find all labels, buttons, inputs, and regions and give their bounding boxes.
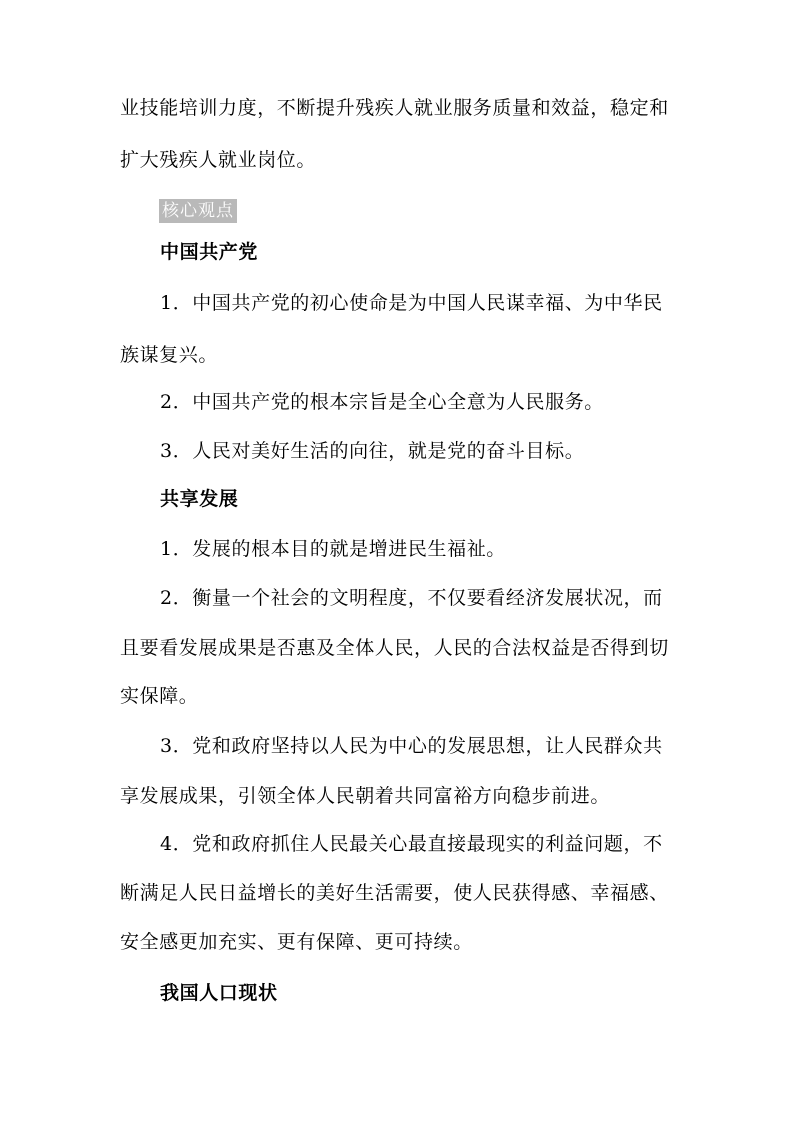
paragraph-line: 3．党和政府坚持以人民为中心的发展思想，让人民群众共: [160, 735, 663, 757]
paragraph-line: 断满足人民日益增长的美好生活需要，使人民获得感、幸福感、: [120, 882, 669, 904]
paragraph-line: 2．衡量一个社会的文明程度，不仅要看经济发展状况，而: [160, 587, 663, 609]
paragraph-line: 安全感更加充实、更有保障、更可持续。: [120, 931, 473, 953]
paragraph-line: 且要看发展成果是否惠及全体人民，人民的合法权益是否得到切: [120, 637, 669, 659]
paragraph-line: 1．中国共产党的初心使命是为中国人民谋幸福、为中华民: [160, 292, 663, 314]
paragraph-line: 1．发展的根本目的就是增进民生福祉。: [160, 538, 506, 560]
paragraph-line: 3．人民对美好生活的向往，就是党的奋斗目标。: [160, 440, 585, 462]
paragraph-line: 实保障。: [120, 685, 199, 707]
paragraph-line: 2．中国共产党的根本宗旨是全心全意为人民服务。: [160, 391, 604, 413]
intro-line-2: 扩大残疾人就业岗位。: [120, 149, 317, 171]
paragraph-line: 4．党和政府抓住人民最关心最直接最现实的利益问题，不: [160, 833, 663, 855]
core-viewpoint-badge: 核心观点: [159, 199, 237, 223]
section-heading-shared-development: 共享发展: [160, 488, 239, 510]
intro-line-1: 业技能培训力度，不断提升残疾人就业服务质量和效益，稳定和: [120, 97, 669, 119]
paragraph-line: 族谋复兴。: [120, 344, 219, 366]
section-heading-cpc: 中国共产党: [160, 241, 259, 263]
paragraph-line: 享发展成果，引领全体人民朝着共同富裕方向稳步前进。: [120, 785, 611, 807]
section-heading-population: 我国人口现状: [160, 982, 278, 1004]
